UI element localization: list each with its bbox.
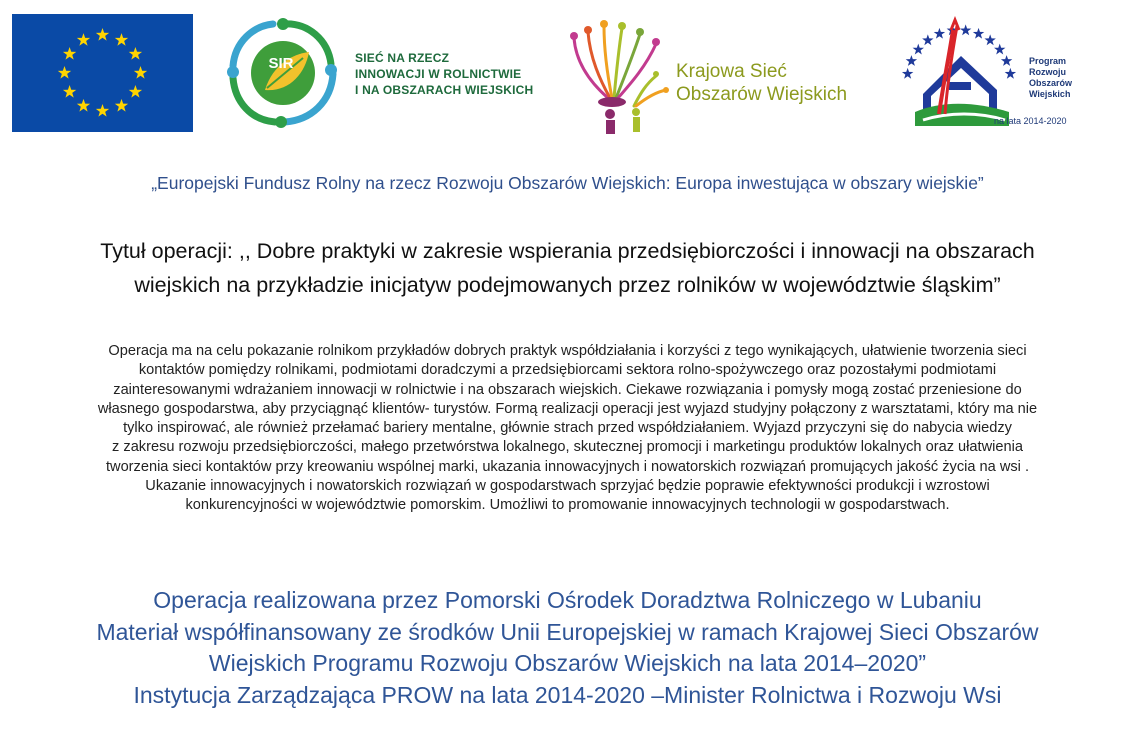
footer-line: Operacja realizowana przez Pomorski Ośrodek Doradztwa Rolniczego w Lubaniu <box>153 587 982 613</box>
prow-star-icon <box>1005 68 1016 79</box>
body-line: konkurencyjności w województwie pomorskim. Umożliwi to promowanie innowacyjnych technologii w gospodarstwach. <box>185 497 950 514</box>
prow-star-icon <box>960 24 971 35</box>
eu-flag-icon <box>12 14 193 132</box>
prow-star-icon <box>906 55 917 66</box>
prow-star-icon <box>922 34 933 45</box>
prow-star-icon <box>973 28 984 39</box>
body-line: z zakresu rozwoju przedsiębiorczości, małego przetwórstwa lokalnego, skutecznej promocji i marketingu produktów lokalnych oraz ułatwienia <box>112 439 1023 456</box>
prow-star-icon <box>994 44 1005 55</box>
body-line: zainteresowanymi wdrażaniem innowacji w rolnictwie i na obszarach wiejskich. Ciekawe rozwiązania i pomysły mogą zostać przeniesione do <box>113 381 1022 398</box>
prow-years-text: na lata 2014-2020 <box>994 116 1067 126</box>
ksow-logo-text: Krajowa Sieć Obszarów Wiejskich <box>676 61 848 105</box>
prow-star-icon <box>902 68 913 79</box>
title-line: wiejskich na przykładzie inicjatyw podejmowanych przez rolników w województwie śląskim” <box>134 273 1001 297</box>
operation-title <box>0 234 1135 302</box>
prow-logo-text: Program Rozwoju Obszarów Wiejskich <box>1029 56 1073 99</box>
body-line: Ukazanie innowacyjnych i nowatorskich rozwiązań w gospodarstwach sprzyjać będzie poprawie efektywności produkcji i wzrostowi <box>145 478 990 495</box>
prow-star-icon <box>913 44 924 55</box>
prow-star-icon <box>934 28 945 39</box>
prow-star-icon <box>984 34 995 45</box>
operation-description <box>0 342 1135 516</box>
body-line: tworzenia sieci kontaktów przy kreowaniu wspólnej marki, ukazania innowacyjnych i nowatorskich rozwiązań promujących jakość życia na wsi . <box>105 458 1030 475</box>
footer-line: Instytucja Zarządzająca PROW na lata 2014-2020 –Minister Rolnictwa i Rozwoju Wsi <box>133 681 1002 708</box>
sir-logo-icon <box>223 12 343 134</box>
footer-line: Materiał współfinansowany ze środków Unii Europejskiej w ramach Krajowej Sieci Obszarów <box>96 618 1039 645</box>
logo-bar <box>0 0 1135 140</box>
body-line: tylko inspirować, ale również przełamać bariery mentalne, głównie strach przed współdziałaniem. Wyjazd przyczyni się do nabycia wiedzy <box>123 420 1012 437</box>
funding-footer <box>0 585 1135 711</box>
body-line: własnego gospodarstwa, aby przyciągnąć klientów- turystów. Formą realizacji operacji jest wyjazd studyjny połączony z warsztatami, który ma nie <box>97 400 1038 417</box>
program-headline: „Europejski Fundusz Rolny na rzecz Rozwoju Obszarów Wiejskich: Europa inwestująca w obszary wiejskie” <box>151 173 984 193</box>
ksow-logo-icon <box>562 14 674 134</box>
body-line: kontaktów pomiędzy rolnikami, podmiotami doradczymi a przedsiębiorcami sektora rolno-spożywczego oraz pozostałymi podmiotami <box>138 362 997 379</box>
title-line: Tytuł operacji: ,, Dobre praktyki w zakresie wspierania przedsiębiorczości i innowacji na obszarach <box>100 239 1035 263</box>
sir-logo-text: SIEĆ NA RZECZ INNOWACJI W ROLNICTWIE I NA OBSZARACH WIEJSKICH <box>355 51 534 97</box>
body-line: Operacja ma na celu pokazanie rolnikom przykładów dobrych praktyk współdziałania i korzyści z tego wynikających, ułatwienie tworzenia sieci <box>108 343 1027 359</box>
svg-text:SIR: SIR <box>268 55 294 72</box>
prow-star-icon <box>1001 55 1012 66</box>
footer-line: Wiejskich Programu Rozwoju Obszarów Wiejskich na lata 2014–2020” <box>208 650 927 676</box>
